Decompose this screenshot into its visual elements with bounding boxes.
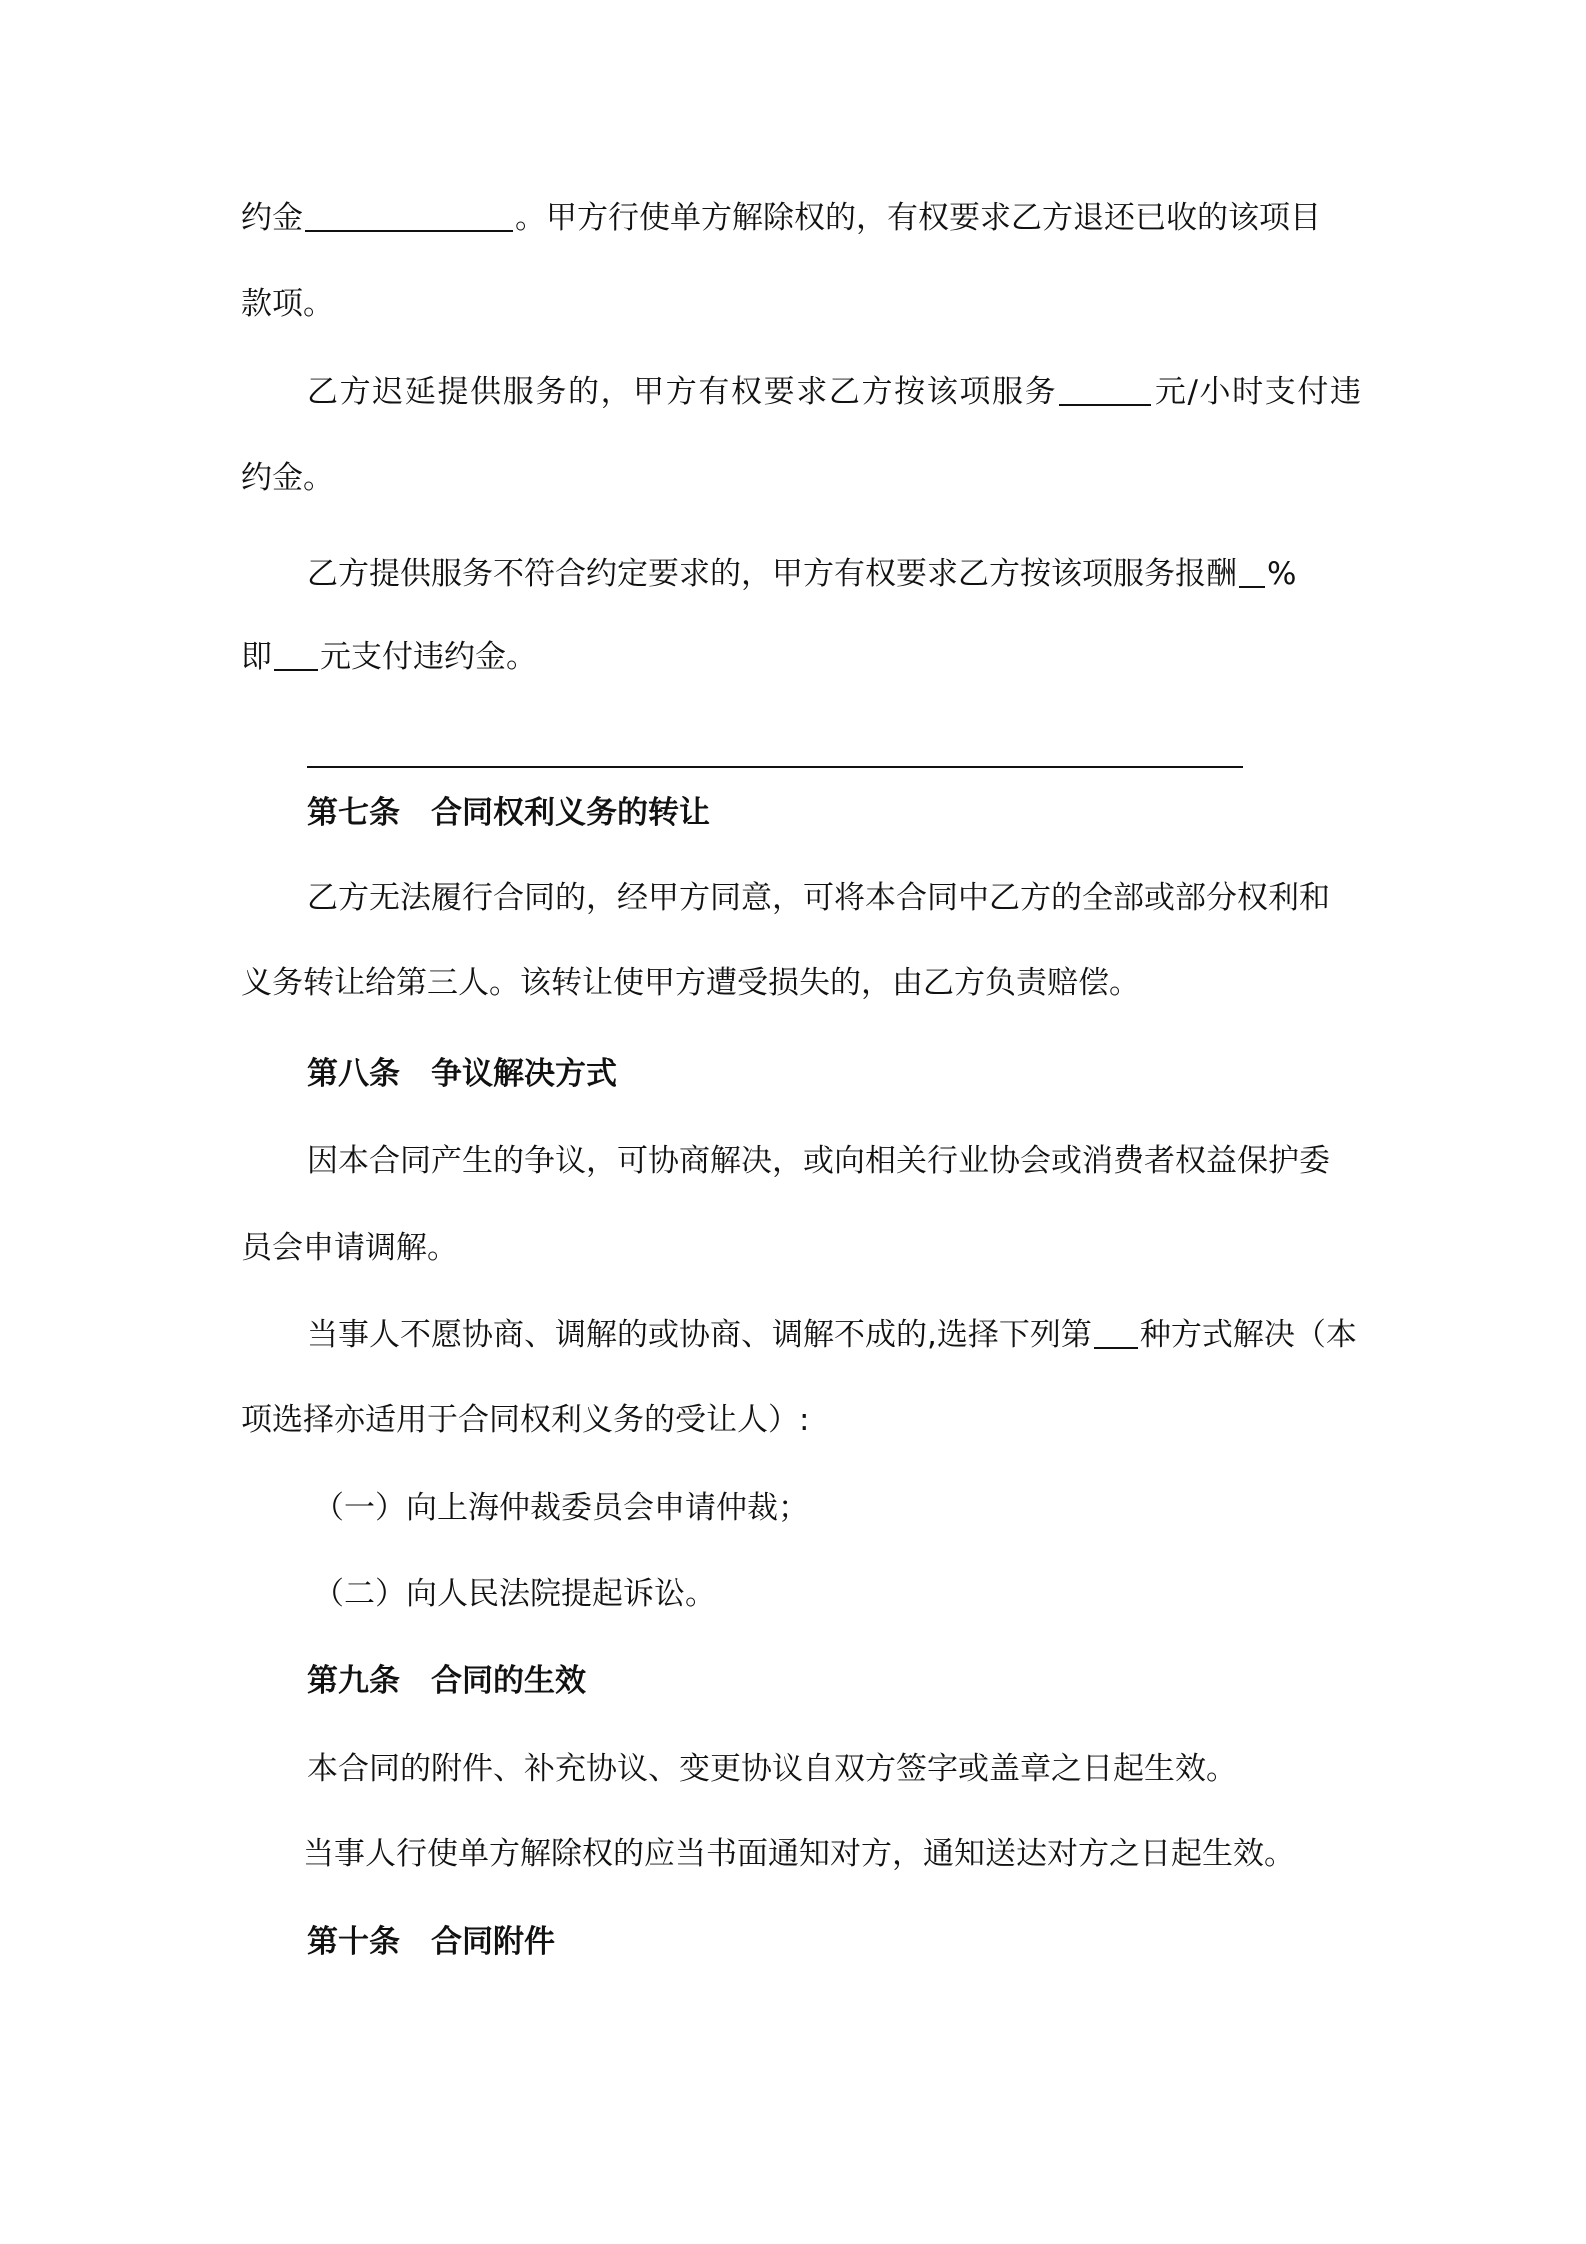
text-line: 款项。 xyxy=(241,286,334,322)
section-number: 第九条 xyxy=(307,1663,400,1699)
horizontal-rule xyxy=(307,766,1243,768)
list-item: （二）向人民法院提起诉讼。 xyxy=(313,1576,716,1612)
section-title: 争议解决方式 xyxy=(431,1056,617,1092)
section-number: 第七条 xyxy=(307,795,400,831)
section-number: 第八条 xyxy=(307,1056,400,1092)
section-heading xyxy=(307,785,1427,841)
text-line: 本合同的附件、补充协议、变更协议自双方签字或盖章之日起生效。 xyxy=(307,1751,1237,1787)
fill-in-blank xyxy=(1059,364,1151,406)
text-segment: 即 xyxy=(241,639,272,675)
section-number: 第十条 xyxy=(307,1924,400,1960)
text-line: 约金。 xyxy=(241,460,334,496)
fill-in-blank xyxy=(1094,1307,1138,1349)
fill-in-blank xyxy=(305,190,513,232)
text-segment: % xyxy=(1267,556,1297,592)
text-segment: 元/小时支付违 xyxy=(1153,374,1361,410)
text-line xyxy=(241,629,1361,685)
text-segment: 。甲方行使单方解除权的，有权要求乙方退还已收的该项目 xyxy=(515,200,1321,236)
section-heading xyxy=(307,1914,1427,1970)
text-line: 乙方无法履行合同的，经甲方同意，可将本合同中乙方的全部或部分权利和 xyxy=(307,880,1330,916)
text-segment: 元支付违约金。 xyxy=(320,639,537,675)
text-segment: 当事人不愿协商、调解的或协商、调解不成的,选择下列第 xyxy=(307,1317,1092,1353)
text-line: 因本合同产生的争议，可协商解决，或向相关行业协会或消费者权益保护委 xyxy=(307,1143,1330,1179)
text-segment: 乙方提供服务不符合约定要求的，甲方有权要求乙方按该项服务报酬 xyxy=(307,556,1237,592)
text-line: 义务转让给第三人。该转让使甲方遭受损失的，由乙方负责赔偿。 xyxy=(241,965,1140,1001)
text-line xyxy=(307,546,1427,602)
text-line: 当事人行使单方解除权的应当书面通知对方，通知送达对方之日起生效。 xyxy=(303,1836,1295,1872)
fill-in-blank xyxy=(1239,546,1265,588)
text-line xyxy=(307,1307,1427,1363)
text-segment: 种方式解决（本 xyxy=(1139,1317,1357,1353)
text-line: 员会申请调解。 xyxy=(241,1230,458,1266)
fill-in-blank xyxy=(274,629,318,671)
text-segment: 约金 xyxy=(241,200,303,236)
section-heading xyxy=(307,1653,1427,1709)
section-title: 合同权利义务的转让 xyxy=(431,795,710,831)
text-line: 项选择亦适用于合同权利义务的受让人）: xyxy=(241,1402,810,1438)
text-line xyxy=(241,190,1361,246)
section-title: 合同附件 xyxy=(431,1924,555,1960)
text-line xyxy=(307,364,1361,420)
text-segment: 乙方迟延提供服务的，甲方有权要求乙方按该项服务 xyxy=(307,374,1058,410)
section-title: 合同的生效 xyxy=(431,1663,586,1699)
list-item: （一）向上海仲裁委员会申请仲裁； xyxy=(313,1490,809,1526)
section-heading xyxy=(307,1046,1427,1102)
